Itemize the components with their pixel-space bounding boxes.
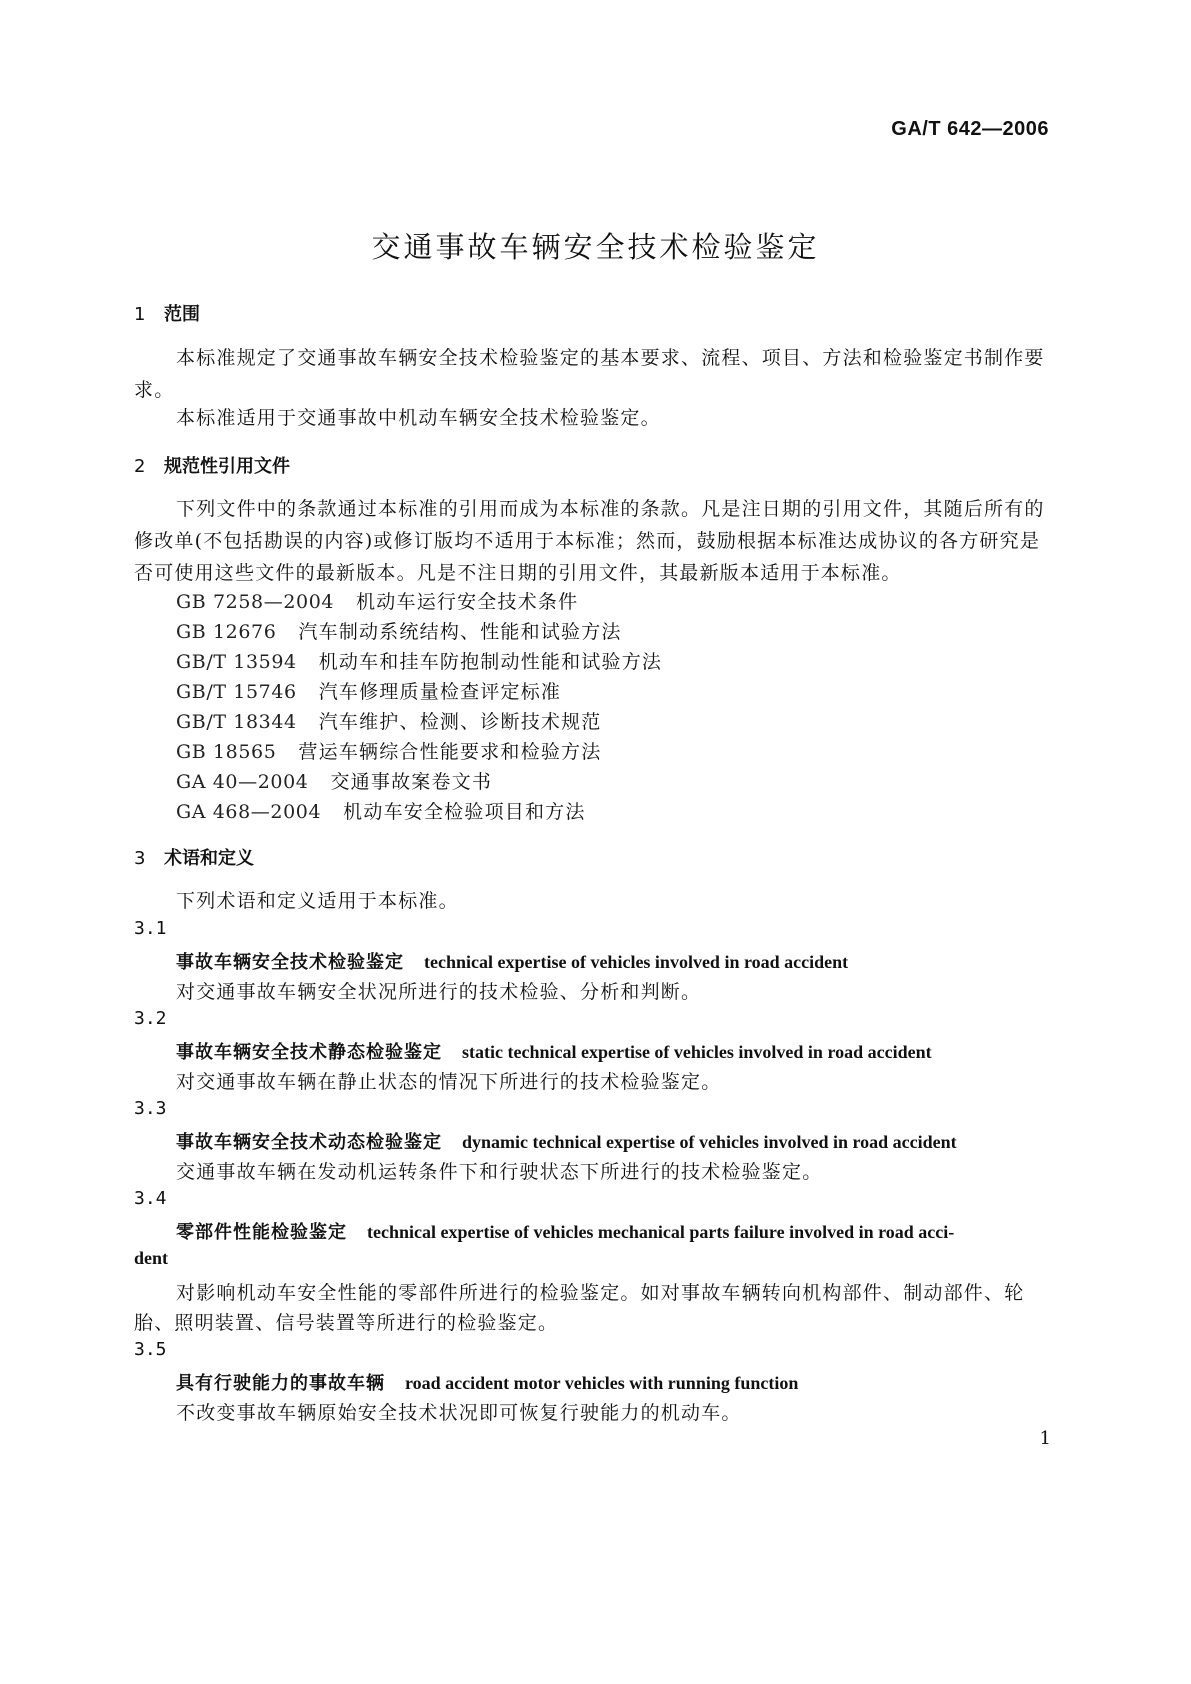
reference-item bbox=[176, 677, 561, 704]
reference-code: GB 7258—2004 bbox=[176, 591, 335, 613]
reference-item bbox=[176, 617, 622, 644]
reference-code: GB 18565 bbox=[176, 741, 277, 763]
reference-title: 机动车运行安全技术条件 bbox=[356, 591, 579, 613]
reference-code: GB/T 18344 bbox=[176, 711, 297, 733]
term-heading bbox=[176, 1218, 954, 1244]
reference-title: 机动车和挂车防抱制动性能和试验方法 bbox=[318, 651, 663, 673]
normative-references-paragraph: 下列文件中的条款通过本标准的引用而成为本标准的条款。凡是注日期的引用文件，其随后所有的修改单(不包括勘误的内容)或修订版均不适用于本标准；然而，鼓励根据本标准达成协议的各方研究是否可使用这些文件的最新版本。凡是不注日期的引用文件，其最新版本适用于本标准。 bbox=[134, 498, 1045, 584]
reference-title: 汽车修理质量检查评定标准 bbox=[318, 681, 562, 703]
section-number: 1 bbox=[134, 304, 146, 325]
reference-title: 机动车安全检验项目和方法 bbox=[343, 801, 586, 823]
term-en-continuation: dent bbox=[134, 1248, 169, 1268]
term-number: 3.3 bbox=[134, 1098, 167, 1119]
term-number: 3.5 bbox=[134, 1339, 167, 1360]
section-title: 术语和定义 bbox=[164, 848, 254, 869]
section-title: 范围 bbox=[164, 304, 200, 325]
scope-paragraph-2: 本标准适用于交通事故中机动车辆安全技术检验鉴定。 bbox=[176, 407, 661, 429]
term-zh: 事故车辆安全技术静态检验鉴定 bbox=[176, 1042, 442, 1063]
term-en: technical expertise of vehicles mechanical parts failure involved in road acci- bbox=[367, 1222, 955, 1242]
term-zh: 零部件性能检验鉴定 bbox=[176, 1222, 347, 1243]
term-definition: 对影响机动车安全性能的零部件所进行的检验鉴定。如对事故车辆转向机构部件、制动部件、轮 bbox=[176, 1282, 1025, 1304]
term-number: 3.4 bbox=[134, 1188, 167, 1209]
page-number: 1 bbox=[1039, 1428, 1051, 1449]
term-en: road accident motor vehicles with running function bbox=[405, 1373, 799, 1393]
term-heading bbox=[176, 1369, 798, 1395]
reference-code: GB/T 13594 bbox=[176, 651, 297, 673]
term-number: 3.1 bbox=[134, 918, 167, 939]
term-number: 3.2 bbox=[134, 1008, 167, 1029]
term-definition-continuation: 胎、照明装置、信号装置等所进行的检验鉴定。 bbox=[134, 1312, 559, 1334]
term-en: dynamic technical expertise of vehicles involved in road accident bbox=[462, 1132, 957, 1152]
section-1-heading bbox=[134, 300, 200, 326]
term-heading bbox=[176, 1038, 932, 1064]
term-definition: 对交通事故车辆安全状况所进行的技术检验、分析和判断。 bbox=[176, 981, 702, 1003]
section-title: 规范性引用文件 bbox=[164, 456, 290, 477]
section-2-heading bbox=[134, 452, 290, 478]
reference-title: 营运车辆综合性能要求和检验方法 bbox=[298, 741, 602, 763]
term-en: static technical expertise of vehicles involved in road accident bbox=[462, 1042, 932, 1062]
reference-code: GA 40—2004 bbox=[176, 771, 309, 793]
term-zh: 事故车辆安全技术检验鉴定 bbox=[176, 952, 404, 973]
term-definition: 交通事故车辆在发动机运转条件下和行驶状态下所进行的技术检验鉴定。 bbox=[176, 1161, 823, 1183]
reference-code: GB/T 15746 bbox=[176, 681, 297, 703]
reference-item bbox=[176, 647, 662, 674]
section-number: 3 bbox=[134, 848, 146, 869]
reference-title: 汽车维护、检测、诊断技术规范 bbox=[318, 711, 602, 733]
terms-intro: 下列术语和定义适用于本标准。 bbox=[176, 890, 459, 912]
term-heading bbox=[176, 1128, 957, 1154]
document-title: 交通事故车辆安全技术检验鉴定 bbox=[371, 230, 820, 264]
term-zh: 具有行驶能力的事故车辆 bbox=[176, 1373, 385, 1394]
reference-item bbox=[176, 707, 602, 734]
term-en: technical expertise of vehicles involved in road accident bbox=[424, 952, 849, 972]
term-definition: 对交通事故车辆在静止状态的情况下所进行的技术检验鉴定。 bbox=[176, 1071, 722, 1093]
reference-title: 交通事故案卷文书 bbox=[330, 771, 493, 793]
section-number: 2 bbox=[134, 456, 146, 477]
section-3-heading bbox=[134, 844, 254, 870]
reference-code: GA 468—2004 bbox=[176, 801, 322, 823]
term-definition: 不改变事故车辆原始安全技术状况即可恢复行驶能力的机动车。 bbox=[176, 1402, 742, 1424]
reference-code: GB 12676 bbox=[176, 621, 277, 643]
reference-item bbox=[176, 797, 586, 824]
scope-paragraph-1: 本标准规定了交通事故车辆安全技术检验鉴定的基本要求、流程、项目、方法和检验鉴定书制作要求。 bbox=[134, 347, 1045, 401]
term-heading-continuation bbox=[134, 1248, 168, 1269]
term-zh: 事故车辆安全技术动态检验鉴定 bbox=[176, 1132, 442, 1153]
reference-item bbox=[176, 587, 578, 614]
standard-code: GA/T 642—2006 bbox=[891, 118, 1049, 140]
term-heading bbox=[176, 948, 848, 974]
reference-title: 汽车制动系统结构、性能和试验方法 bbox=[298, 621, 622, 643]
reference-item bbox=[176, 767, 492, 794]
reference-item bbox=[176, 737, 601, 764]
